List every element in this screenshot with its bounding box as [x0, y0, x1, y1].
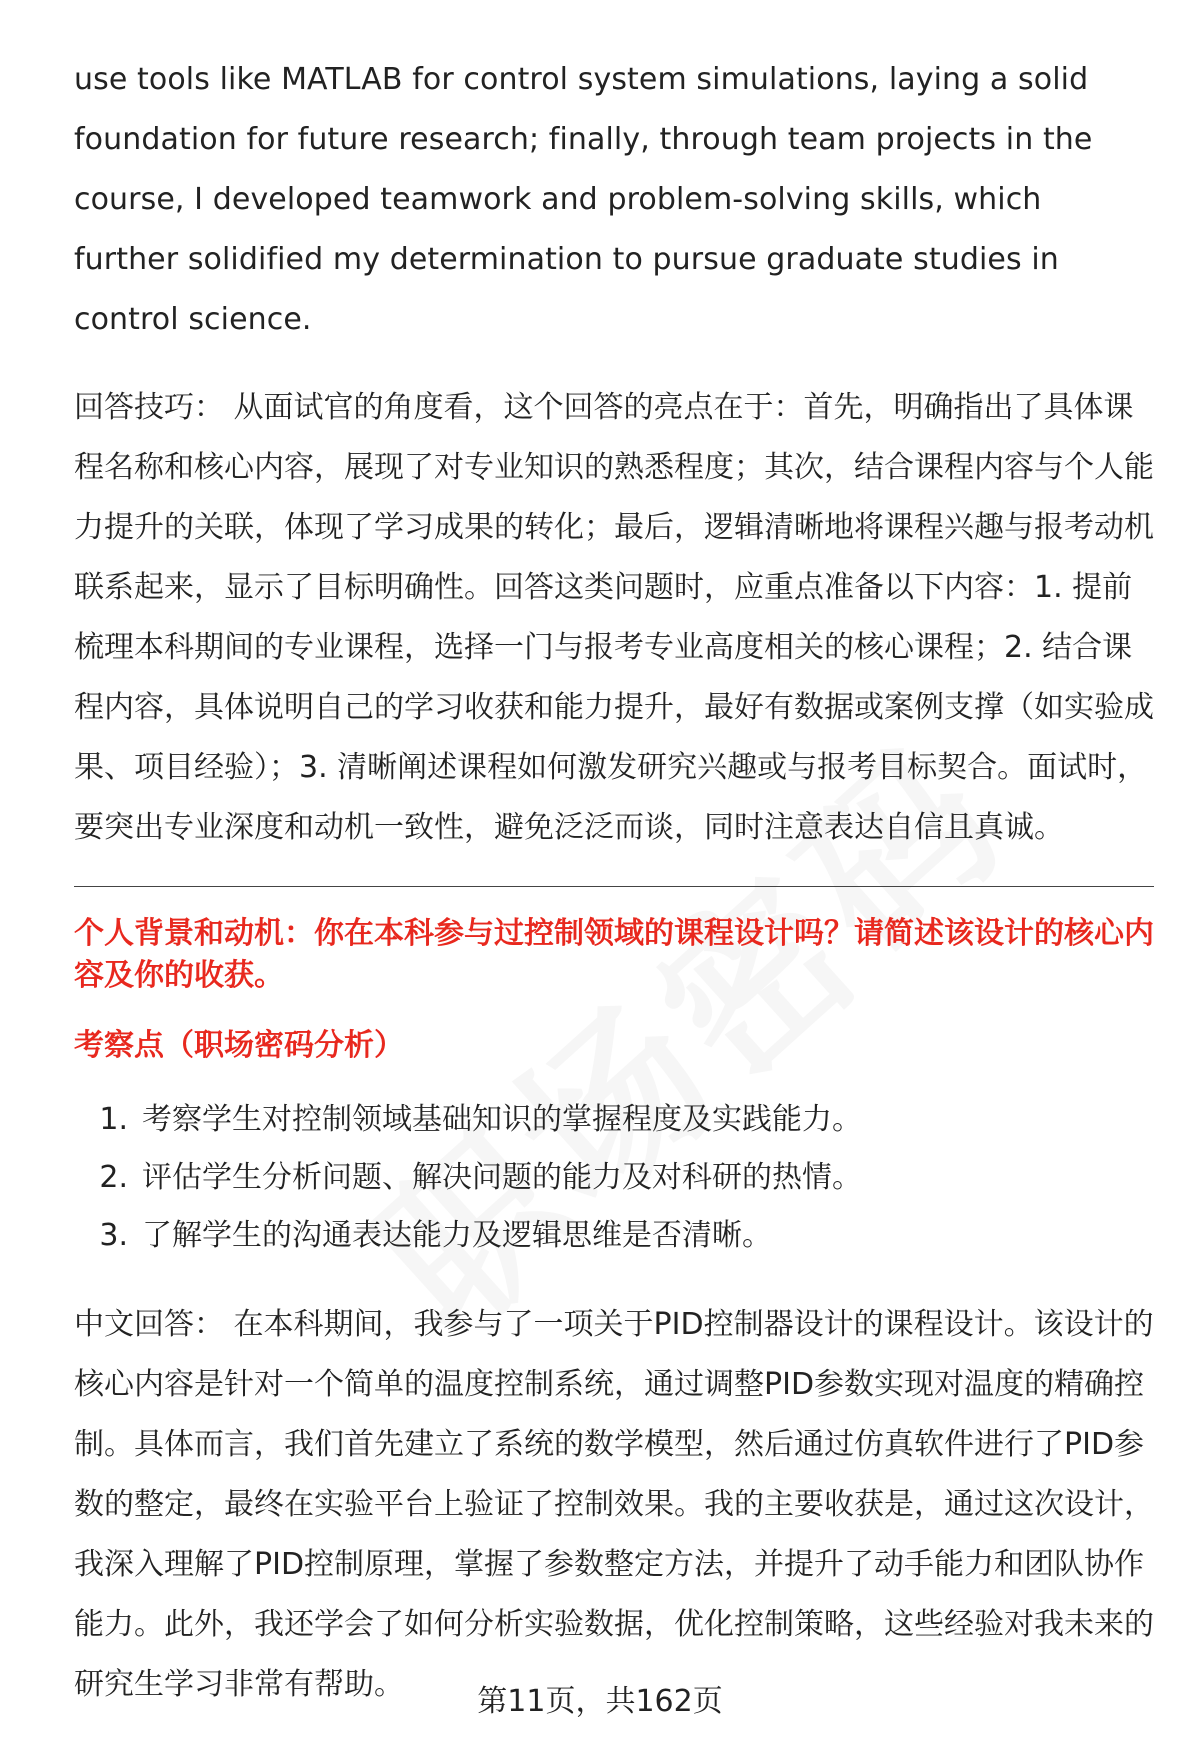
question-title: 个人背景和动机：你在本科参与过控制领域的课程设计吗？请简述该设计的核心内容及你的收获。 [74, 916, 1154, 993]
chinese-answer: 中文回答： 在本科期间，我参与了一项关于PID控制器设计的课程设计。该设计的核心内容是针对一个简单的温度控制系统，通过调整PID参数实现对温度的精确控制。具体而言，我们首先建立了系统的数学模型，然后通过仿真软件进行了PID参数的整定，最终在实验平台上验证了控制效果。我的主要收获是，通过这次设计，我深入理解了PID控制原理，掌握了参数整定方法，并提升了动手能力和团队协作能力。此外，我还学会了如何分析实验数据，优化控制策略，这些经验对我未来的研究生学习非常有帮助。 [74, 1307, 1154, 1702]
english-answer-tail: use tools like MATLAB for control system simulations, laying a solid foundation for future research; finally, through team projects in the course, I developed teamwork and problem-solving skills, which further solidified my determination to pursue graduate studies in control science. [74, 62, 1093, 337]
list-item [74, 1149, 1154, 1207]
list-number: 2. [99, 1160, 128, 1195]
list-text: 了解学生的沟通表达能力及逻辑思维是否清晰。 [142, 1218, 772, 1253]
assessment-points-list [74, 1091, 1154, 1265]
document-page [74, 50, 1154, 1743]
list-number: 1. [99, 1102, 128, 1137]
page-number-footer: 第11页，共162页 [477, 1684, 723, 1719]
list-number: 3. [99, 1218, 128, 1253]
assessment-points-heading: 考察点（职场密码分析） [74, 1028, 404, 1063]
list-text: 考察学生对控制领域基础知识的掌握程度及实践能力。 [142, 1102, 862, 1137]
answer-tips: 回答技巧： 从面试官的角度看，这个回答的亮点在于：首先，明确指出了具体课程名称和核心内容，展现了对专业知识的熟悉程度；其次，结合课程内容与个人能力提升的关联，体现了学习成果的转化；最后，逻辑清晰地将课程兴趣与报考动机联系起来，显示了目标明确性。回答这类问题时，应重点准备以下内容：1. 提前梳理本科期间的专业课程，选择一门与报考专业高度相关的核心课程；2. 结合课程内容，具体说明自己的学习收获和能力提升，最好有数据或案例支撑（如实验成果、项目经验）；3. 清晰阐述课程如何激发研究兴趣或与报考目标契合。面试时，要突出专业深度和动机一致性，避免泛泛而谈，同时注意表达自信且真诚。 [74, 390, 1154, 845]
section-divider [74, 886, 1154, 887]
list-item [74, 1091, 1154, 1149]
list-item [74, 1207, 1154, 1265]
list-text: 评估学生分析问题、解决问题的能力及对科研的热情。 [142, 1160, 862, 1195]
